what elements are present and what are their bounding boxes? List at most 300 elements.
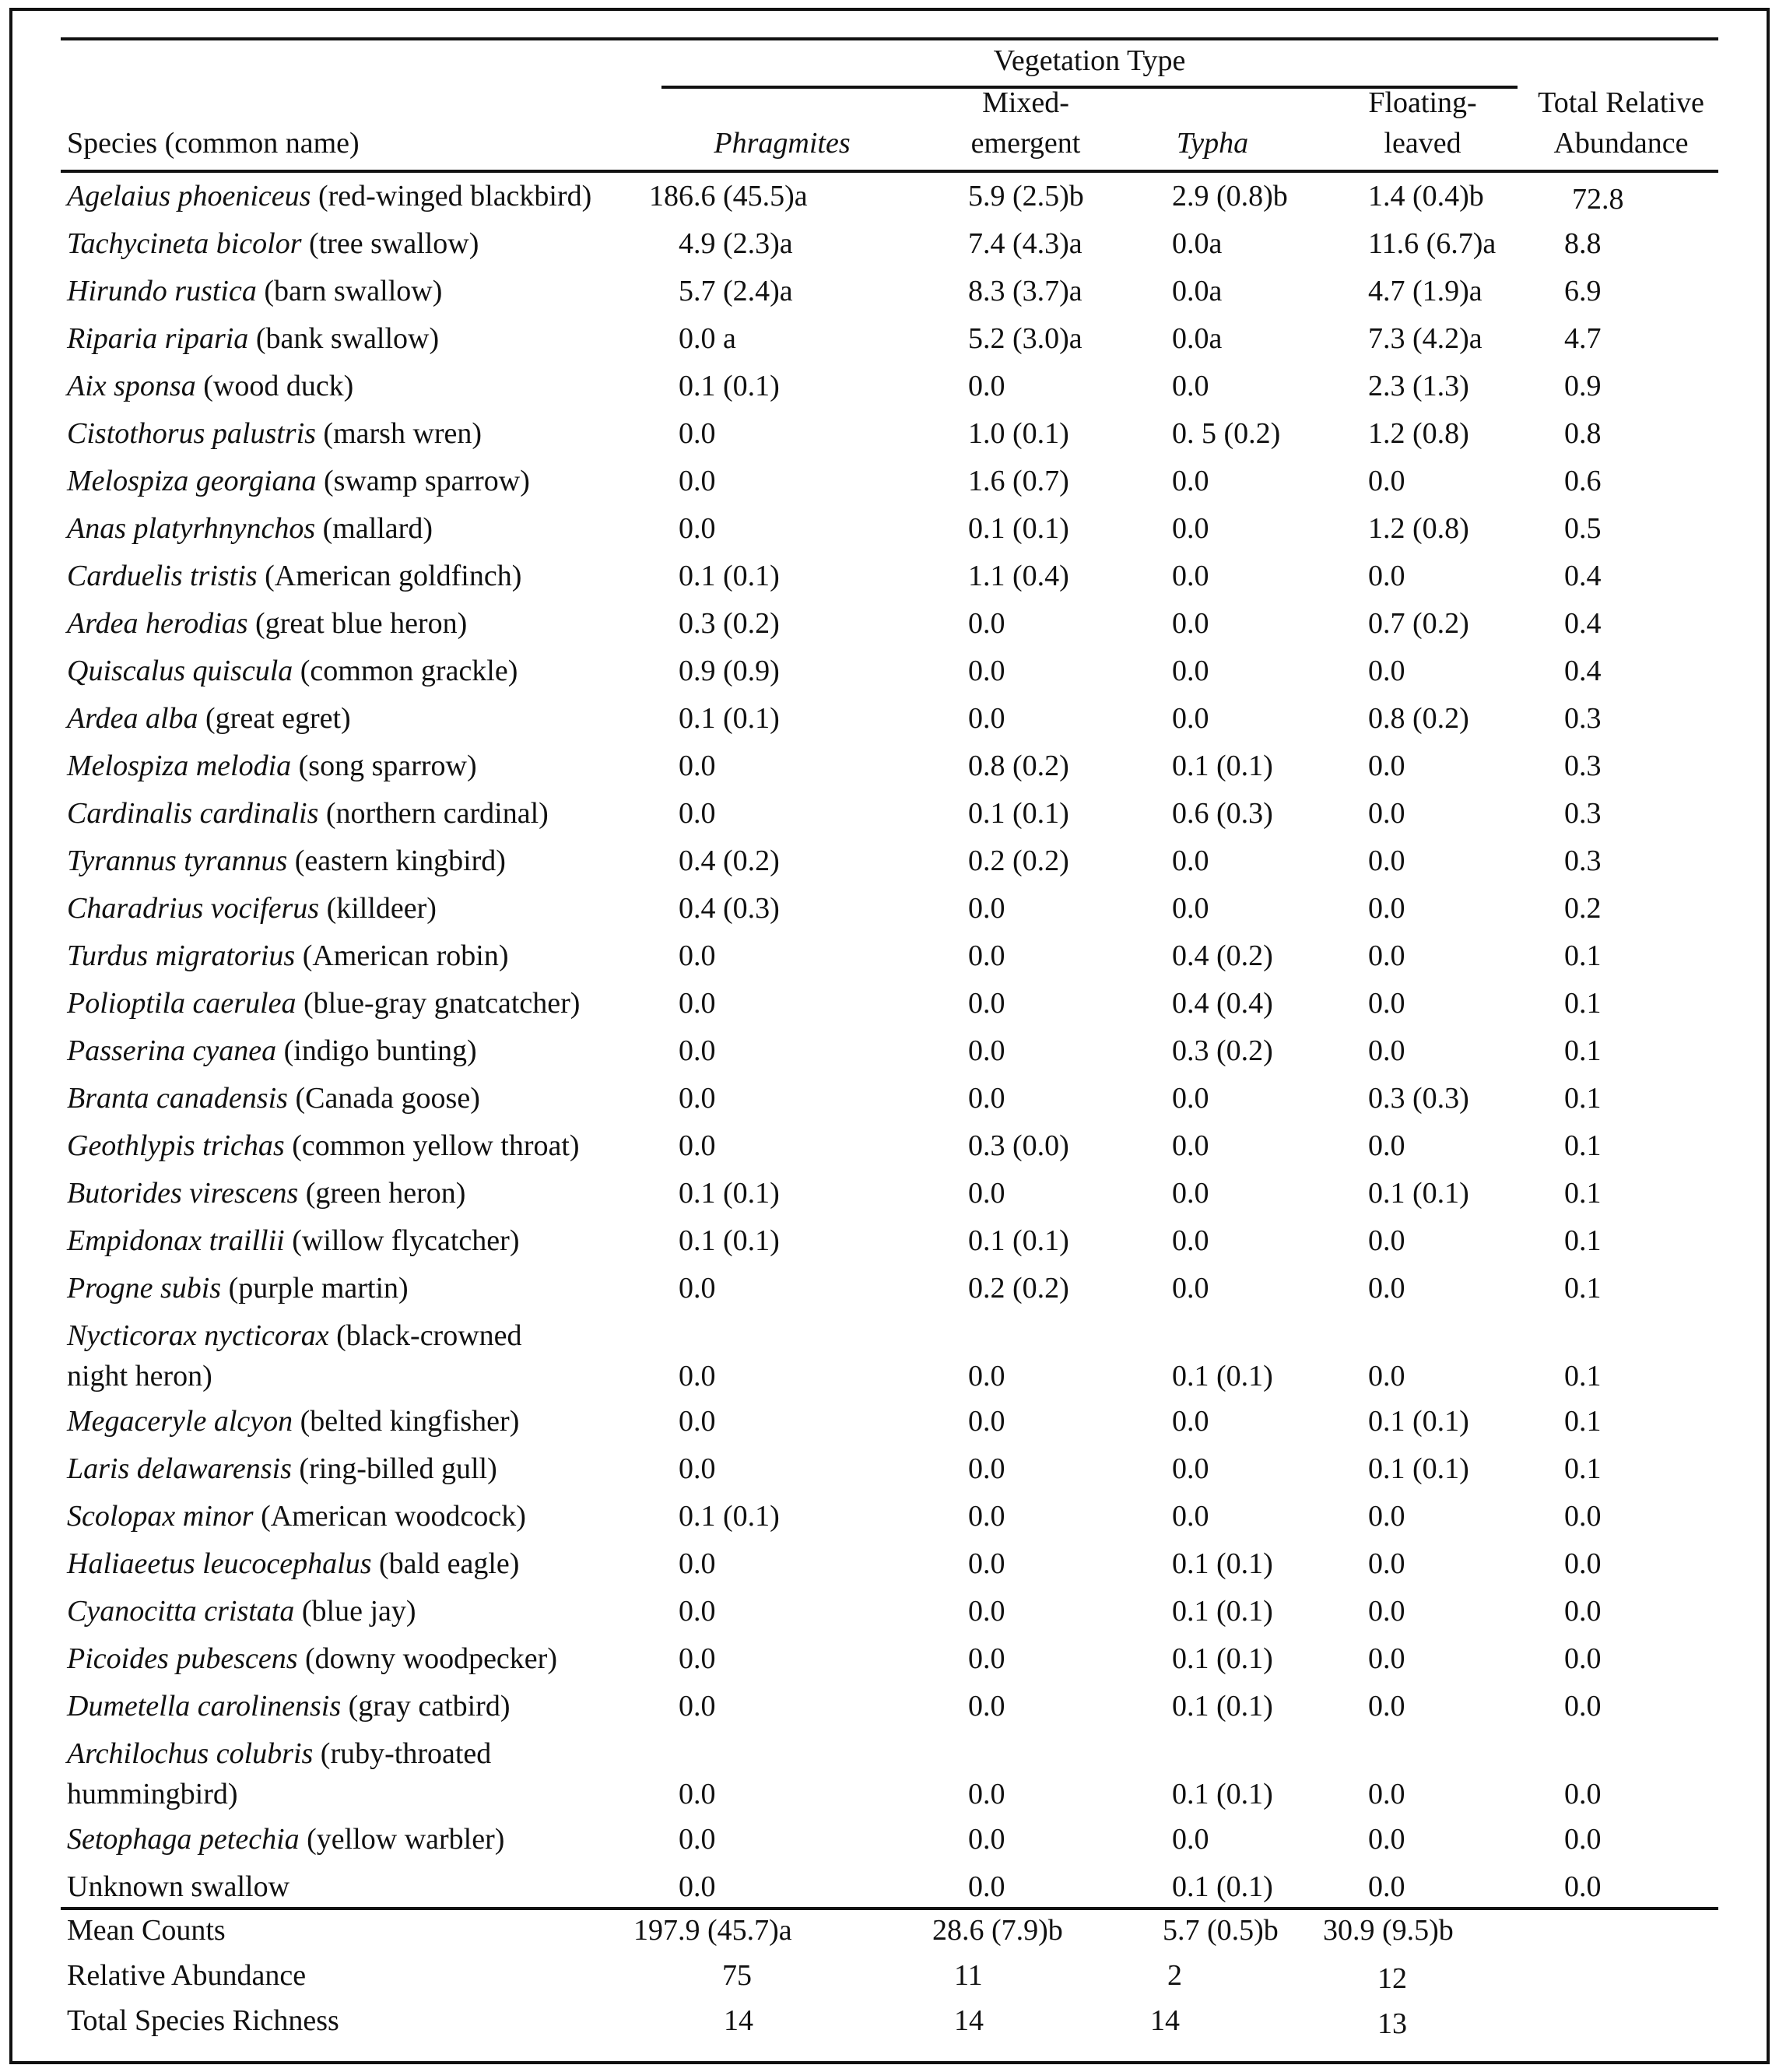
floating-leaved-cell: 7.3 (4.2)a	[1368, 322, 1482, 355]
floating-leaved-cell: 0.0	[1368, 939, 1405, 972]
scientific-name: Melospiza melodia	[67, 750, 292, 782]
phragmites-cell: 0.0	[679, 512, 716, 545]
floating-leaved-cell: 0.1 (0.1)	[1368, 1405, 1469, 1438]
mixed-emergent-cell: 0.0	[968, 370, 1005, 402]
total-abundance-cell: 0.5	[1564, 512, 1602, 545]
typha-cell: 0.0a	[1172, 322, 1223, 355]
scientific-name: Progne subis	[67, 1272, 222, 1305]
phragmites-cell: 0.0	[679, 1642, 716, 1675]
floating-leaved-cell: 0.7 (0.2)	[1368, 607, 1469, 640]
mixed-emergent-cell: 0.2 (0.2)	[968, 1272, 1069, 1305]
common-name: (mallard)	[322, 512, 433, 545]
common-name: (killdeer)	[326, 892, 437, 925]
summary-rule	[61, 1907, 1718, 1910]
total-abundance-cell: 0.1	[1564, 1452, 1602, 1485]
phragmites-cell: 0.0	[679, 750, 716, 782]
total-abundance-cell: 0.3	[1564, 797, 1602, 830]
common-name: (green heron)	[305, 1177, 466, 1210]
species-cell	[67, 842, 506, 880]
species-cell	[67, 320, 439, 357]
mixed-emergent-summary: 28.6 (7.9)b	[932, 1914, 1063, 1947]
typha-cell: 0.0	[1172, 512, 1209, 545]
typha-cell: 0.0	[1172, 845, 1209, 877]
species-cell	[67, 1687, 511, 1725]
mixed-emergent-cell: 0.8 (0.2)	[968, 750, 1069, 782]
phragmites-summary: 14	[724, 2004, 753, 2037]
phragmites-cell: 5.7 (2.4)a	[679, 275, 793, 307]
floating-header-line1: Floating-	[1368, 86, 1477, 119]
mixed-emergent-cell: 0.0	[968, 1452, 1005, 1485]
floating-leaved-cell: 0.0	[1368, 1272, 1405, 1305]
common-name: (common yellow throat)	[292, 1129, 580, 1162]
phragmites-cell: 0.0	[679, 1129, 716, 1162]
species-cell	[67, 1270, 409, 1307]
typha-cell: 0.0a	[1172, 227, 1223, 260]
typha-cell: 0.3 (0.2)	[1172, 1034, 1273, 1067]
scientific-name: Polioptila caerulea	[67, 987, 296, 1020]
phragmites-cell: 0.0	[679, 1272, 716, 1305]
floating-leaved-cell: 0.8 (0.2)	[1368, 702, 1469, 735]
mixed-emergent-cell: 0.0	[968, 1547, 1005, 1580]
header-bottom-rule	[61, 170, 1718, 173]
common-name: (black-crowned	[336, 1319, 522, 1352]
total-abundance-cell: 0.1	[1564, 1177, 1602, 1210]
common-name: (wood duck)	[203, 370, 354, 402]
scientific-name: Dumetella carolinensis	[67, 1690, 342, 1723]
common-name: (purple martin)	[228, 1272, 409, 1305]
species-cell	[67, 1735, 491, 1772]
total-abundance-cell: 0.2	[1564, 892, 1602, 925]
typha-cell: 0.0	[1172, 1823, 1209, 1856]
floating-leaved-cell: 0.0	[1368, 987, 1405, 1020]
phragmites-cell: 0.0	[679, 987, 716, 1020]
species-cell	[67, 985, 580, 1022]
total-abundance-cell: 0.0	[1564, 1690, 1602, 1723]
summary-label: Relative Abundance	[67, 1959, 307, 1992]
typha-cell: 0.0	[1172, 892, 1209, 925]
common-name-continued: night heron)	[67, 1360, 212, 1392]
scientific-name: Geothlypis trichas	[67, 1129, 285, 1162]
mixed-emergent-cell: 0.0	[968, 607, 1005, 640]
phragmites-cell: 0.0	[679, 1452, 716, 1485]
mixed-emergent-cell: 0.0	[968, 987, 1005, 1020]
floating-leaved-cell: 0.3 (0.3)	[1368, 1082, 1469, 1115]
common-name: (willow flycatcher)	[292, 1224, 520, 1257]
typha-cell: 0.1 (0.1)	[1172, 1778, 1273, 1810]
total-abundance-cell: 0.0	[1564, 1778, 1602, 1810]
mixed-emergent-cell: 0.0	[968, 1360, 1005, 1392]
floating-leaved-cell: 0.1 (0.1)	[1368, 1177, 1469, 1210]
phragmites-cell: 0.0	[679, 1690, 716, 1723]
mixed-emergent-cell: 0.0	[968, 1082, 1005, 1115]
scientific-name: Empidonax traillii	[67, 1224, 285, 1257]
floating-leaved-cell: 0.0	[1368, 655, 1405, 687]
common-name: (ruby-throated	[320, 1737, 492, 1770]
typha-cell: 0.0a	[1172, 275, 1223, 307]
species-cell	[67, 1222, 519, 1259]
total-abundance-cell: 0.3	[1564, 845, 1602, 877]
floating-leaved-cell: 4.7 (1.9)a	[1368, 275, 1482, 307]
species-cell	[67, 747, 477, 785]
species-cell	[67, 605, 467, 642]
phragmites-cell: 0.0	[679, 465, 716, 497]
floating-leaved-summary: 12	[1377, 1962, 1407, 1995]
mixed-emergent-cell: 0.0	[968, 1500, 1005, 1533]
common-name: (great egret)	[205, 702, 351, 735]
scientific-name: Laris delawarensis	[67, 1452, 292, 1485]
floating-leaved-cell: 0.0	[1368, 1690, 1405, 1723]
typha-cell: 0.0	[1172, 1272, 1209, 1305]
typha-cell: 0.0	[1172, 465, 1209, 497]
phragmites-summary: 75	[722, 1959, 752, 1992]
total-abundance-cell: 0.9	[1564, 370, 1602, 402]
mixed-header-line1: Mixed-	[982, 86, 1069, 119]
floating-leaved-cell: 0.0	[1368, 1034, 1405, 1067]
mixed-emergent-summary: 11	[954, 1959, 983, 1992]
common-name-continued: hummingbird)	[67, 1778, 238, 1810]
phragmites-cell: 0.4 (0.3)	[679, 892, 780, 925]
scientific-name: Setophaga petechia	[67, 1823, 300, 1856]
total-abundance-cell: 0.0	[1564, 1823, 1602, 1856]
common-name: (blue jay)	[301, 1595, 416, 1628]
phragmites-cell: 4.9 (2.3)a	[679, 227, 793, 260]
mixed-emergent-cell: 0.1 (0.1)	[968, 512, 1069, 545]
scientific-name: Passerina cyanea	[67, 1034, 277, 1067]
floating-leaved-cell: 1.2 (0.8)	[1368, 512, 1469, 545]
phragmites-summary: 197.9 (45.7)a	[633, 1914, 792, 1947]
common-name: (Canada goose)	[295, 1082, 480, 1115]
species-cell	[67, 510, 433, 547]
mixed-emergent-cell: 0.0	[968, 1595, 1005, 1628]
floating-leaved-cell: 0.0	[1368, 1870, 1405, 1903]
total-abundance-cell: 72.8	[1572, 183, 1624, 216]
species-column-header: Species (common name)	[67, 127, 360, 160]
species-cell	[67, 1127, 580, 1164]
phragmites-cell: 0.0	[679, 1823, 716, 1856]
floating-leaved-cell: 0.0	[1368, 1129, 1405, 1162]
phragmites-cell: 0.0	[679, 1034, 716, 1067]
species-cell	[67, 1032, 477, 1069]
floating-leaved-cell: 0.0	[1368, 1224, 1405, 1257]
species-cell	[67, 415, 482, 452]
mixed-emergent-cell: 0.3 (0.0)	[968, 1129, 1069, 1162]
common-name: (marsh wren)	[323, 417, 482, 450]
scientific-name: Nycticorax nycticorax	[67, 1319, 329, 1352]
total-abundance-cell: 0.8	[1564, 417, 1602, 450]
typha-cell: 0.0	[1172, 655, 1209, 687]
floating-leaved-cell: 0.0	[1368, 750, 1405, 782]
typha-cell: 0.0	[1172, 1452, 1209, 1485]
typha-cell: 0.0	[1172, 560, 1209, 592]
total-abundance-cell: 0.3	[1564, 750, 1602, 782]
typha-header: Typha	[1176, 127, 1249, 160]
typha-cell: 0.4 (0.4)	[1172, 987, 1273, 1020]
species-cell	[67, 1175, 465, 1212]
species-cell	[67, 1498, 526, 1535]
floating-leaved-cell: 0.1 (0.1)	[1368, 1452, 1469, 1485]
typha-cell: 0.0	[1172, 1082, 1209, 1115]
floating-leaved-cell: 0.0	[1368, 1547, 1405, 1580]
total-abundance-cell: 0.1	[1564, 987, 1602, 1020]
mixed-emergent-cell: 0.0	[968, 1823, 1005, 1856]
floating-leaved-cell: 1.2 (0.8)	[1368, 417, 1469, 450]
scientific-name: Branta canadensis	[67, 1082, 288, 1115]
species-cell	[67, 1317, 522, 1354]
scientific-name: Butorides virescens	[67, 1177, 299, 1210]
scientific-name: Anas platyrhnynchos	[67, 512, 316, 545]
floating-leaved-cell: 2.3 (1.3)	[1368, 370, 1469, 402]
species-cell	[67, 700, 351, 737]
total-abundance-cell: 4.7	[1564, 322, 1602, 355]
total-abundance-cell: 0.3	[1564, 702, 1602, 735]
total-abundance-cell: 0.0	[1564, 1500, 1602, 1533]
scientific-name: Scolopax minor	[67, 1500, 254, 1533]
mixed-emergent-cell: 0.0	[968, 892, 1005, 925]
common-name: (bald eagle)	[379, 1547, 520, 1580]
mixed-emergent-cell: 0.0	[968, 1778, 1005, 1810]
scientific-name: Carduelis tristis	[67, 560, 258, 592]
phragmites-cell: 0.1 (0.1)	[679, 1500, 780, 1533]
typha-cell: 0.1 (0.1)	[1172, 1547, 1273, 1580]
phragmites-cell: 0.0	[679, 1082, 716, 1115]
phragmites-cell: 0.0 a	[679, 322, 736, 355]
phragmites-cell: 0.9 (0.9)	[679, 655, 780, 687]
scientific-name: Quiscalus quiscula	[67, 655, 293, 687]
scientific-name: Tachycineta bicolor	[67, 227, 302, 260]
mixed-emergent-cell: 0.0	[968, 1642, 1005, 1675]
floating-leaved-cell: 0.0	[1368, 1595, 1405, 1628]
common-name: (red-winged blackbird)	[318, 180, 592, 212]
species-cell	[67, 1545, 519, 1582]
typha-cell: 0.0	[1172, 1500, 1209, 1533]
scientific-name: Megaceryle alcyon	[67, 1405, 293, 1438]
typha-cell: 0.0	[1172, 1129, 1209, 1162]
mixed-emergent-cell: 0.0	[968, 702, 1005, 735]
scientific-name: Aix sponsa	[67, 370, 196, 402]
typha-cell: 0.1 (0.1)	[1172, 1595, 1273, 1628]
species-cell	[67, 795, 549, 832]
scientific-name: Archilochus colubris	[67, 1737, 314, 1770]
common-name: (great blue heron)	[255, 607, 468, 640]
floating-leaved-cell: 0.0	[1368, 1360, 1405, 1392]
total-abundance-cell: 0.4	[1564, 655, 1602, 687]
typha-cell: 0. 5 (0.2)	[1172, 417, 1281, 450]
scientific-name: Ardea herodias	[67, 607, 248, 640]
mixed-emergent-cell: 0.0	[968, 655, 1005, 687]
floating-leaved-cell: 0.0	[1368, 797, 1405, 830]
phragmites-cell: 0.0	[679, 1405, 716, 1438]
phragmites-cell: 0.3 (0.2)	[679, 607, 780, 640]
total-abundance-cell: 0.0	[1564, 1870, 1602, 1903]
common-name: (swamp sparrow)	[324, 465, 530, 497]
species-cell	[67, 1080, 480, 1117]
species-cell	[67, 1403, 519, 1440]
total-abundance-cell: 0.1	[1564, 1272, 1602, 1305]
species-cell	[67, 272, 442, 310]
common-name: (indigo bunting)	[283, 1034, 477, 1067]
typha-cell: 0.1 (0.1)	[1172, 1690, 1273, 1723]
total-abundance-cell: 0.6	[1564, 465, 1602, 497]
mixed-emergent-cell: 0.0	[968, 1690, 1005, 1723]
scientific-name: Cistothorus palustris	[67, 417, 316, 450]
top-rule	[61, 37, 1718, 40]
floating-leaved-cell: 0.0	[1368, 1823, 1405, 1856]
typha-summary: 2	[1167, 1959, 1182, 1992]
phragmites-cell: 0.1 (0.1)	[679, 1224, 780, 1257]
common-name: (ring-billed gull)	[299, 1452, 497, 1485]
floating-leaved-summary: 13	[1377, 2007, 1407, 2040]
mixed-emergent-cell: 0.0	[968, 1405, 1005, 1438]
floating-leaved-cell: 11.6 (6.7)a	[1368, 227, 1497, 260]
phragmites-cell: 0.0	[679, 1547, 716, 1580]
mixed-emergent-cell: 0.2 (0.2)	[968, 845, 1069, 877]
phragmites-cell: 0.1 (0.1)	[679, 702, 780, 735]
common-name: (gray catbird)	[348, 1690, 511, 1723]
typha-cell: 0.1 (0.1)	[1172, 1642, 1273, 1675]
mixed-emergent-cell: 0.1 (0.1)	[968, 797, 1069, 830]
floating-leaved-cell: 1.4 (0.4)b	[1368, 180, 1484, 212]
species-cell	[67, 177, 591, 215]
species-cell	[67, 367, 353, 405]
total-abundance-cell: 0.1	[1564, 1224, 1602, 1257]
floating-header-line2: leaved	[1384, 127, 1461, 160]
summary-label: Mean Counts	[67, 1914, 226, 1947]
phragmites-cell: 0.0	[679, 797, 716, 830]
total-abundance-cell: 0.4	[1564, 607, 1602, 640]
floating-leaved-cell: 0.0	[1368, 892, 1405, 925]
typha-cell: 0.0	[1172, 702, 1209, 735]
floating-leaved-cell: 0.0	[1368, 465, 1405, 497]
floating-leaved-cell: 0.0	[1368, 845, 1405, 877]
scientific-name: Picoides pubescens	[67, 1642, 298, 1675]
species-cell	[67, 1640, 557, 1677]
floating-leaved-summary: 30.9 (9.5)b	[1323, 1914, 1454, 1947]
common-name: (tree swallow)	[309, 227, 479, 260]
common-name: (downy woodpecker)	[305, 1642, 557, 1675]
typha-cell: 0.1 (0.1)	[1172, 1870, 1273, 1903]
typha-cell: 2.9 (0.8)b	[1172, 180, 1288, 212]
scientific-name: Hirundo rustica	[67, 275, 257, 307]
common-name: (blue-gray gnatcatcher)	[303, 987, 581, 1020]
mixed-emergent-cell: 1.6 (0.7)	[968, 465, 1069, 497]
phragmites-cell: 0.0	[679, 1870, 716, 1903]
phragmites-cell: 0.1 (0.1)	[679, 560, 780, 592]
total-header-line2: Abundance	[1553, 127, 1689, 160]
scientific-name: Riparia riparia	[67, 322, 249, 355]
total-abundance-cell: 0.1	[1564, 1405, 1602, 1438]
common-name: (American robin)	[302, 939, 509, 972]
phragmites-cell: 186.6 (45.5)a	[649, 180, 808, 212]
common-name: (American woodcock)	[261, 1500, 526, 1533]
mixed-emergent-cell: 0.0	[968, 1870, 1005, 1903]
scientific-name: Cardinalis cardinalis	[67, 797, 319, 830]
phragmites-cell: 0.0	[679, 417, 716, 450]
common-name: (song sparrow)	[298, 750, 477, 782]
species-cell	[67, 1450, 497, 1487]
mixed-emergent-summary: 14	[954, 2004, 984, 2037]
species-cell	[67, 462, 530, 500]
mixed-emergent-cell: 1.1 (0.4)	[968, 560, 1069, 592]
typha-cell: 0.0	[1172, 1177, 1209, 1210]
mixed-emergent-cell: 5.2 (3.0)a	[968, 322, 1082, 355]
phragmites-cell: 0.0	[679, 1595, 716, 1628]
typha-cell: 0.1 (0.1)	[1172, 750, 1273, 782]
scientific-name: Charadrius vociferus	[67, 892, 320, 925]
species-cell	[67, 890, 437, 927]
scientific-name: Agelaius phoeniceus	[67, 180, 311, 212]
common-name: (common grackle)	[300, 655, 518, 687]
common-name: (American goldfinch)	[265, 560, 522, 592]
phragmites-cell: 0.1 (0.1)	[679, 370, 780, 402]
total-abundance-cell: 0.0	[1564, 1595, 1602, 1628]
species-cell	[67, 1821, 504, 1858]
phragmites-cell: 0.0	[679, 1360, 716, 1392]
mixed-emergent-cell: 0.0	[968, 1034, 1005, 1067]
total-abundance-cell: 6.9	[1564, 275, 1602, 307]
floating-leaved-cell: 0.0	[1368, 1642, 1405, 1675]
mixed-header-line2: emergent	[970, 127, 1081, 160]
total-abundance-cell: 0.1	[1564, 939, 1602, 972]
scientific-name: Tyrannus tyrannus	[67, 845, 288, 877]
typha-cell: 0.4 (0.2)	[1172, 939, 1273, 972]
total-abundance-cell: 0.0	[1564, 1547, 1602, 1580]
total-abundance-cell: 0.1	[1564, 1360, 1602, 1392]
typha-cell: 0.0	[1172, 1405, 1209, 1438]
typha-cell: 0.6 (0.3)	[1172, 797, 1273, 830]
total-abundance-cell: 0.1	[1564, 1129, 1602, 1162]
phragmites-cell: 0.4 (0.2)	[679, 845, 780, 877]
phragmites-cell: 0.1 (0.1)	[679, 1177, 780, 1210]
typha-summary: 14	[1150, 2004, 1180, 2037]
mixed-emergent-cell: 0.1 (0.1)	[968, 1224, 1069, 1257]
common-name: (eastern kingbird)	[294, 845, 506, 877]
typha-cell: 0.1 (0.1)	[1172, 1360, 1273, 1392]
summary-label: Total Species Richness	[67, 2004, 339, 2037]
floating-leaved-cell: 0.0	[1368, 1778, 1405, 1810]
phragmites-cell: 0.0	[679, 1778, 716, 1810]
common-name: (barn swallow)	[264, 275, 443, 307]
total-abundance-cell: 0.1	[1564, 1034, 1602, 1067]
scientific-name: Turdus migratorius	[67, 939, 296, 972]
typha-cell: 0.0	[1172, 607, 1209, 640]
common-name: (yellow warbler)	[307, 1823, 505, 1856]
total-abundance-cell: 8.8	[1564, 227, 1602, 260]
common-name: Unknown swallow	[67, 1870, 290, 1903]
scientific-name: Haliaeetus leucocephalus	[67, 1547, 372, 1580]
vegetation-type-header: Vegetation Type	[993, 44, 1186, 77]
species-cell	[67, 225, 479, 262]
scientific-name: Melospiza georgiana	[67, 465, 317, 497]
mixed-emergent-cell: 8.3 (3.7)a	[968, 275, 1082, 307]
mixed-emergent-cell: 7.4 (4.3)a	[968, 227, 1082, 260]
total-header-line1: Total Relative	[1538, 86, 1704, 119]
total-abundance-cell: 0.1	[1564, 1082, 1602, 1115]
scientific-name: Ardea alba	[67, 702, 198, 735]
common-name: (bank swallow)	[255, 322, 440, 355]
common-name: (northern cardinal)	[325, 797, 549, 830]
species-cell	[67, 1868, 289, 1905]
total-abundance-cell: 0.4	[1564, 560, 1602, 592]
species-cell	[67, 652, 518, 690]
species-cell	[67, 937, 509, 975]
mixed-emergent-cell: 0.0	[968, 1177, 1005, 1210]
typha-cell: 0.0	[1172, 370, 1209, 402]
phragmites-cell: 0.0	[679, 939, 716, 972]
species-cell	[67, 557, 521, 595]
species-cell	[67, 1593, 416, 1630]
mixed-emergent-cell: 1.0 (0.1)	[968, 417, 1069, 450]
common-name: (belted kingfisher)	[300, 1405, 520, 1438]
